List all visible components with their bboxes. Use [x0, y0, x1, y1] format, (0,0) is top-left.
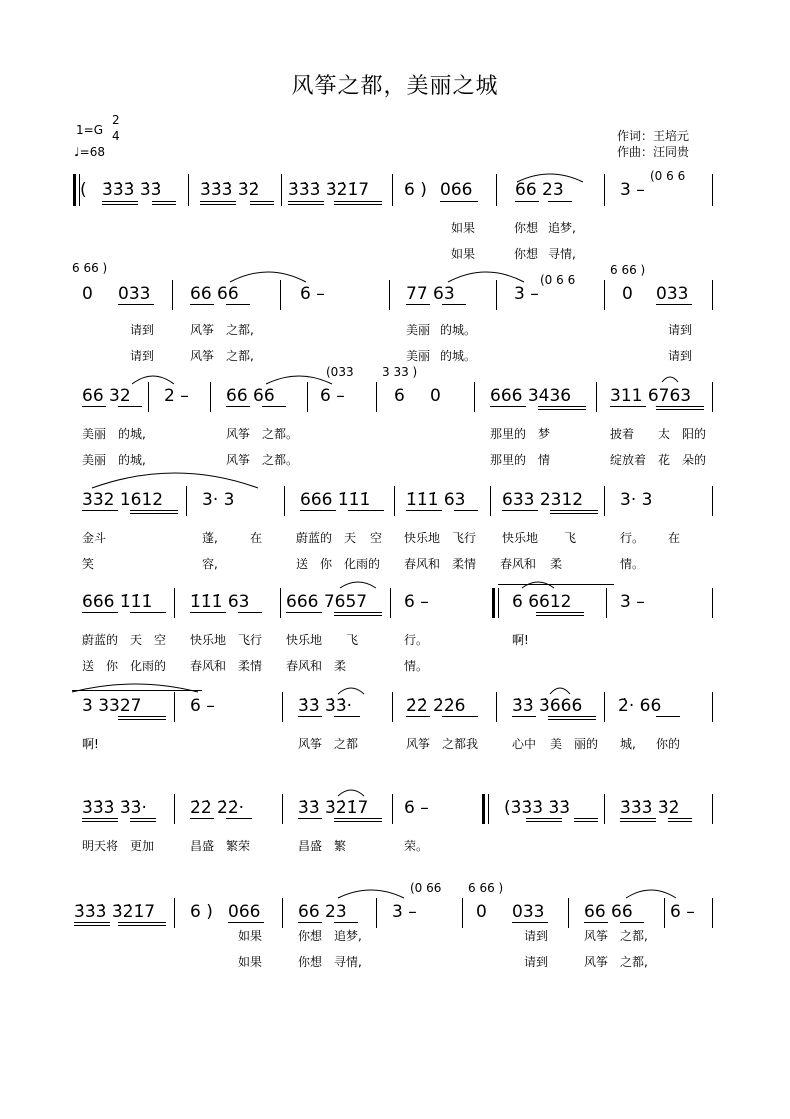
- lyric: 更加: [130, 839, 155, 853]
- lyric: 你: [106, 659, 119, 673]
- note-group: 2̇2̇ 2̇2̇·: [190, 798, 245, 818]
- lyric: 如果: [451, 247, 476, 261]
- note-group: 3· 3: [202, 490, 235, 510]
- lyric: 飞: [564, 531, 577, 545]
- lyric: 柔情: [452, 557, 477, 571]
- note-group: 6: [394, 386, 405, 406]
- lyric: 你想: [298, 955, 323, 969]
- lyric: 风筝: [584, 955, 609, 969]
- lyric: 繁荣: [226, 839, 251, 853]
- lyric: 花: [658, 453, 671, 467]
- note-group: 3̇3̇3̇ 3̇3̇·: [82, 798, 147, 818]
- lyric: 心中: [512, 737, 537, 751]
- lyric: 请到: [524, 955, 549, 969]
- lyric: 天: [130, 633, 143, 647]
- lyric: 金斗: [82, 531, 107, 545]
- lyric: 柔: [550, 557, 563, 571]
- note-group: 0: [430, 386, 441, 406]
- lyric: 在: [250, 531, 263, 545]
- note-group: 3 –: [514, 284, 539, 304]
- lyric: 请到: [130, 323, 155, 337]
- lyric: 追梦,: [334, 929, 362, 943]
- note-group: 3̇3̇ 3̇2̇1̇7: [298, 798, 369, 818]
- note-group: 77 63: [406, 284, 455, 304]
- lyric: 之都。: [262, 427, 299, 441]
- lyric: 丽的: [574, 737, 599, 751]
- note-group: 2̇2̇ 2̇2̇6: [406, 696, 466, 716]
- note-group: 066: [228, 902, 261, 922]
- lyric: 请到: [524, 929, 549, 943]
- lyric: 你的: [656, 737, 681, 751]
- lyric: 美丽: [406, 349, 431, 363]
- note-group: (3̇3̇3̇ 3̇3̇: [504, 798, 571, 818]
- note-group: 3̇3̇3̇ 3̇2̇: [620, 798, 680, 818]
- lyric: 请到: [668, 349, 693, 363]
- lyric: 之都,: [226, 349, 254, 363]
- note-group: 3̇3̇ 3̇666: [512, 696, 583, 716]
- lyric: 朵的: [682, 453, 707, 467]
- lyric: 蔚蓝的: [82, 633, 119, 647]
- lyric: 美丽: [406, 323, 431, 337]
- lyric: 寻情,: [334, 955, 362, 969]
- lyric: 行。: [620, 531, 645, 545]
- note-group: 6 ): [190, 902, 213, 922]
- lyric: 如果: [451, 221, 476, 235]
- lyric: 美丽: [82, 427, 107, 441]
- lyric: 之都,: [620, 929, 648, 943]
- lyric: 化雨的: [344, 557, 381, 571]
- note-group: 66 32: [82, 386, 131, 406]
- lyric: 那里的: [490, 453, 527, 467]
- note-group: (033: [326, 365, 354, 379]
- note-group: 033: [656, 284, 689, 304]
- lyric: 追梦,: [548, 221, 576, 235]
- lyric: 请到: [130, 349, 155, 363]
- lyric: 行。: [404, 633, 429, 647]
- note-group: 311 6763: [610, 386, 692, 406]
- note-group: 2̇· 66: [618, 696, 662, 716]
- lyric: 柔情: [238, 659, 263, 673]
- lyric: 披着: [610, 427, 635, 441]
- note-group: (0 6 6: [540, 273, 576, 287]
- note-group: 6 66 ): [610, 263, 646, 277]
- note-group: 66 66: [190, 284, 239, 304]
- note-group: 1̇1̇1̇ 63: [406, 490, 466, 510]
- lyric: 情: [538, 453, 551, 467]
- lyric: 送: [82, 659, 95, 673]
- lyric: 送: [296, 557, 309, 571]
- lyric: 你想: [298, 929, 323, 943]
- lyric: 的城,: [118, 453, 146, 467]
- note-group: 066: [440, 180, 473, 200]
- lyric: 空: [154, 633, 167, 647]
- note-group: 3̇3̇3̇ 3̇2̇: [200, 180, 260, 200]
- lyric: 美丽: [82, 453, 107, 467]
- note-group: 3· 3: [620, 490, 653, 510]
- note-group: (0 66: [410, 881, 442, 895]
- note-group: 666 7657: [286, 592, 368, 612]
- lyric: 的城。: [440, 349, 477, 363]
- lyric: 啊!: [512, 633, 529, 647]
- note-group: 3̇3̇3̇ 3̇3̇: [102, 180, 162, 200]
- note-group: 3̇3̇3̇ 3̇2̇1̇7: [288, 180, 370, 200]
- lyric: 天: [344, 531, 357, 545]
- lyric: 空: [370, 531, 383, 545]
- lyric: 春风和: [286, 659, 323, 673]
- lyric: 蔚蓝的: [296, 531, 333, 545]
- lyric: 昌盛: [298, 839, 323, 853]
- lyric: 之都,: [620, 955, 648, 969]
- note-group: 3̇3̇3̇ 3̇2̇1̇7: [74, 902, 156, 922]
- key-signature: 1=G: [76, 123, 103, 137]
- lyric: 如果: [238, 929, 263, 943]
- time-signature-bottom: 4: [112, 129, 120, 143]
- note-group: (0 6 6: [650, 169, 686, 183]
- lyric: 春风和: [500, 557, 537, 571]
- note-group: 6 66 ): [468, 881, 504, 895]
- lyric: 风筝: [190, 323, 215, 337]
- lyric: 风筝: [584, 929, 609, 943]
- note-group: 033: [512, 902, 545, 922]
- lyricist-credit: 作词：王培元: [617, 129, 690, 143]
- lyric: 柔: [334, 659, 347, 673]
- lyric: 之都我: [442, 737, 479, 751]
- lyric: 风筝: [298, 737, 323, 751]
- note-group: 3 –: [620, 592, 645, 612]
- lyric: 快乐地: [190, 633, 227, 647]
- lyric: 蓬,: [202, 531, 218, 545]
- note-group: 6 –: [670, 902, 695, 922]
- page-title: 风筝之都，美丽之城: [291, 74, 499, 99]
- note-group: 2 –: [164, 386, 189, 406]
- lyric: 在: [668, 531, 681, 545]
- note-group: 3 33 ): [382, 365, 418, 379]
- note-group: 66 23: [515, 180, 564, 200]
- lyric: 春风和: [404, 557, 441, 571]
- lyric: 荣。: [404, 839, 429, 853]
- lyric: 太: [658, 427, 671, 441]
- lyric: 昌盛: [190, 839, 215, 853]
- lyric: 如果: [238, 955, 263, 969]
- lyric: 春风和: [190, 659, 227, 673]
- lyric: 请到: [668, 323, 693, 337]
- lyric: 城,: [620, 737, 636, 751]
- lyric: 之都,: [226, 323, 254, 337]
- lyric: 快乐地: [404, 531, 441, 545]
- lyric: 寻情,: [548, 247, 576, 261]
- lyric: 繁: [334, 839, 347, 853]
- note-group: 66 23: [298, 902, 347, 922]
- lyric: 的城。: [440, 323, 477, 337]
- lyric: 笑: [82, 557, 95, 571]
- lyric: 绽放着: [610, 453, 647, 467]
- lyric: 快乐地: [502, 531, 539, 545]
- lyric: 情。: [620, 557, 645, 571]
- note-group: 66 66: [584, 902, 633, 922]
- note-group: 6 –: [320, 386, 345, 406]
- note-group: 6 66 ): [72, 261, 108, 275]
- note-group: 6 –: [300, 284, 325, 304]
- note-group: 6 –: [404, 798, 429, 818]
- note-group: 0: [82, 284, 93, 304]
- note-group: 3 –: [620, 180, 645, 200]
- lyric: 容,: [202, 557, 218, 571]
- note-group: 666 3436: [490, 386, 572, 406]
- lyric: 之都: [334, 737, 359, 751]
- lyric: 飞: [346, 633, 359, 647]
- lyric: 风筝: [226, 427, 251, 441]
- lyric: 之都。: [262, 453, 299, 467]
- note-group: 033: [118, 284, 151, 304]
- note-group: 3 –: [392, 902, 417, 922]
- lyric: 你: [320, 557, 333, 571]
- lyric: 飞行: [452, 531, 477, 545]
- lyric: 风筝: [190, 349, 215, 363]
- lyric: 情。: [404, 659, 429, 673]
- lyric: 风筝: [406, 737, 431, 751]
- lyric: 你想: [514, 221, 539, 235]
- note-group: 633 2312: [502, 490, 584, 510]
- lyric: 快乐地: [286, 633, 323, 647]
- note-group: 0: [476, 902, 487, 922]
- note-group: 6 –: [404, 592, 429, 612]
- lyric: 那里的: [490, 427, 527, 441]
- note-group: 66 66: [226, 386, 275, 406]
- lyric: 化雨的: [130, 659, 167, 673]
- lyric: 的城,: [118, 427, 146, 441]
- lyric: 梦: [538, 427, 551, 441]
- lyric: 啊!: [82, 737, 99, 751]
- time-signature-top: 2: [112, 113, 120, 127]
- note-group: 6 ): [404, 180, 427, 200]
- lyric: 阳的: [682, 427, 707, 441]
- lyric: 风筝: [226, 453, 251, 467]
- tempo-marking: ♩=68: [74, 145, 105, 159]
- note-group: 666 1̇1̇1̇: [300, 490, 371, 510]
- note-group: 0: [622, 284, 633, 304]
- note-group: 3̇3̇ 3̇3̇·: [298, 696, 353, 716]
- lyric: 明天将: [82, 839, 119, 853]
- note-group: 666 1̇1̇1̇: [82, 592, 153, 612]
- note-group: 332 1612: [82, 490, 164, 510]
- lyric: 美: [550, 737, 563, 751]
- note-group: 1̇1̇1̇ 63: [190, 592, 250, 612]
- lyric: 你想: [514, 247, 539, 261]
- note-group: 3 3327: [82, 696, 142, 716]
- composer-credit: 作曲：汪同贵: [617, 145, 690, 159]
- lyric: 飞行: [238, 633, 263, 647]
- note-group: 6 6612: [512, 592, 572, 612]
- note-group: 6 –: [190, 696, 215, 716]
